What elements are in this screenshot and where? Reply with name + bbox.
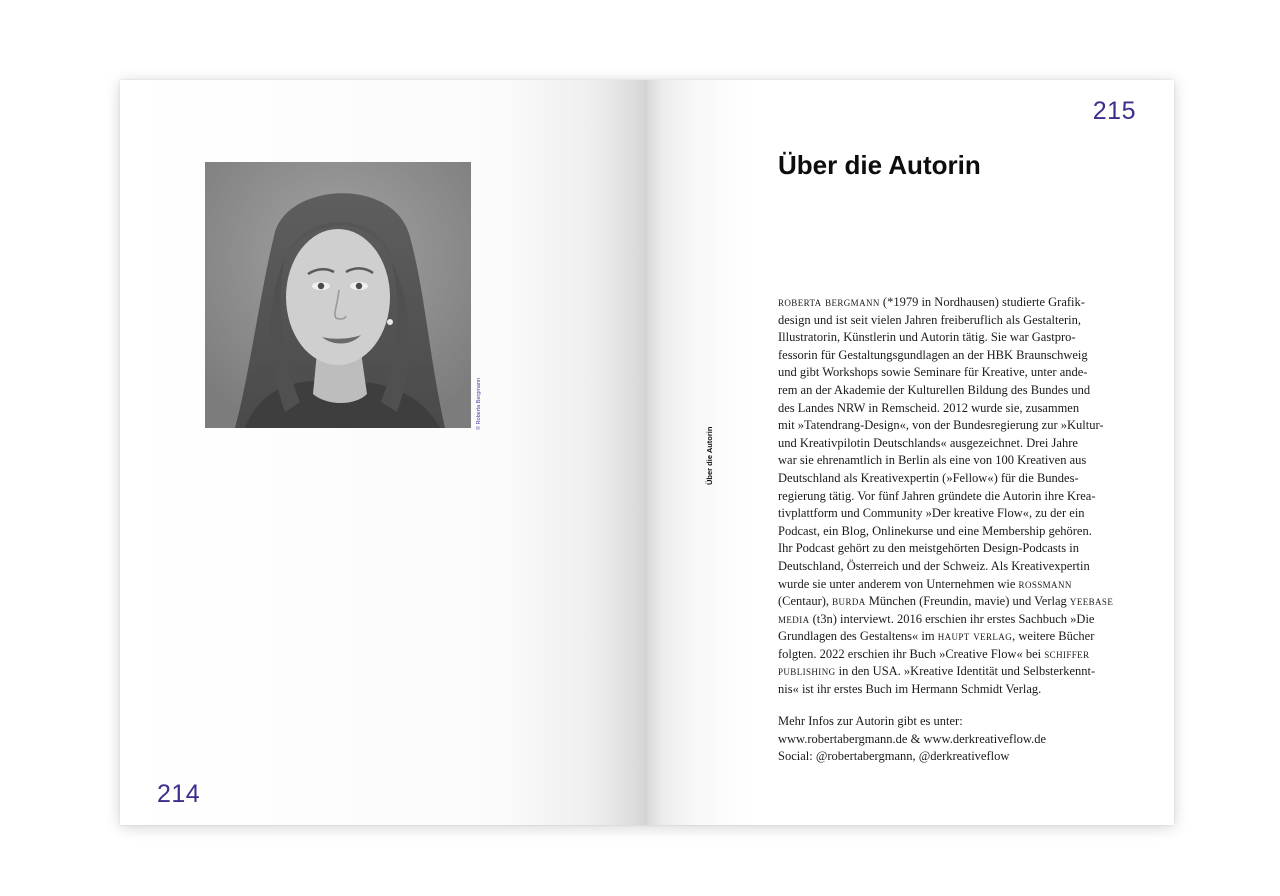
bio-line <box>778 417 1143 435</box>
author-bio <box>778 294 1143 699</box>
bio-text: rem an der Akademie der Kulturellen Bildung des Bundes und <box>778 382 1091 397</box>
bio-text: (*1979 in Nordhausen) studierte Grafik- <box>879 295 1085 309</box>
bio-line <box>778 540 1143 558</box>
bio-line <box>778 663 1143 681</box>
bio-line <box>778 523 1143 541</box>
running-head: Über die Autorin <box>705 426 714 485</box>
bio-text: mit »Tatendrang-Design«, von der Bundesregierung zur »Kultur- <box>778 418 1104 433</box>
bio-text: München (Freundin, mavie) und Verlag <box>865 594 1070 609</box>
bio-line <box>778 681 1143 699</box>
more-info-social: Social: @robertabergmann, @derkreativeflow <box>778 749 1010 764</box>
bio-smallcaps-text: publishing <box>778 664 836 679</box>
bio-line <box>778 470 1143 488</box>
bio-text: regierung tätig. Vor fünf Jahren gründete die Autorin ihre Krea- <box>778 488 1096 503</box>
bio-line <box>778 558 1143 576</box>
bio-line <box>778 382 1143 400</box>
bio-text: folgten. 2022 erschien ihr Buch »Creative Flow« bei <box>778 646 1045 661</box>
page-number-left: 214 <box>157 780 201 808</box>
more-info-websites: www.robertabergmann.de & www.derkreativeflow.de <box>778 731 1047 746</box>
bio-line <box>778 329 1143 347</box>
bio-text: (t3n) interviewt. 2016 erschien ihr erstes Sachbuch »Die <box>809 611 1095 626</box>
bio-line <box>778 505 1143 523</box>
bio-smallcaps-text: haupt verlag <box>937 629 1013 644</box>
bio-smallcaps-text: rossmann <box>1018 576 1072 591</box>
bio-text: , weitere Bücher <box>1012 629 1095 644</box>
bio-text: und Kreativpilotin Deutschlands« ausgezeichnet. Drei Jahre <box>778 435 1078 450</box>
bio-text: wurde sie unter anderem von Unternehmen wie <box>778 576 1019 591</box>
bio-smallcaps-text: yeebase <box>1069 594 1114 609</box>
bio-text: des Landes NRW in Remscheid. 2012 wurde sie, zusammen <box>778 400 1080 415</box>
bio-line <box>778 488 1143 506</box>
left-page <box>120 80 647 825</box>
bio-text: und gibt Workshops sowie Seminare für Kreative, unter ande- <box>778 365 1088 380</box>
bio-line <box>778 628 1143 646</box>
bio-text: Deutschland als Kreativexpertin (»Fellow«) für die Bundes- <box>778 470 1079 485</box>
bio-smallcaps-text: media <box>778 611 810 626</box>
bio-smallcaps-text: roberta bergmann <box>778 295 880 309</box>
bio-line <box>778 347 1143 365</box>
book-spread <box>120 80 1174 825</box>
bio-line <box>778 576 1143 594</box>
bio-smallcaps-text: burda <box>832 594 866 609</box>
bio-line <box>778 611 1143 629</box>
bio-text: in den USA. »Kreative Identität und Selbsterkennt- <box>835 664 1096 679</box>
bio-text: Ihr Podcast gehört zu den meistgehörten Design-Podcasts in <box>778 541 1079 556</box>
bio-line <box>778 294 1143 312</box>
page-title: Über die Autorin <box>778 150 981 180</box>
page-number-right: 215 <box>1092 97 1136 125</box>
bio-line <box>778 646 1143 664</box>
bio-line <box>778 593 1143 611</box>
author-portrait-photo <box>205 162 471 428</box>
bio-smallcaps-text: schiffer <box>1044 646 1090 661</box>
bio-text: Grundlagen des Gestaltens« im <box>778 629 938 644</box>
bio-text: (Centaur), <box>778 594 833 609</box>
bio-line <box>778 312 1143 330</box>
more-info-intro: Mehr Infos zur Autorin gibt es unter: <box>778 714 963 728</box>
bio-line <box>778 364 1143 382</box>
portrait-illustration <box>205 162 471 428</box>
bio-line <box>778 435 1143 453</box>
bio-text: Podcast, ein Blog, Onlinekurse und eine Membership gehören. <box>778 523 1092 538</box>
bio-text: Illustratorin, Künstlerin und Autorin tätig. Sie war Gastpro- <box>778 330 1076 345</box>
more-info <box>778 713 1143 766</box>
bio-line <box>778 452 1143 470</box>
bio-text: Deutschland, Österreich und der Schweiz. Als Kreativexpertin <box>778 558 1090 573</box>
bio-line <box>778 400 1143 418</box>
bio-text: tivplattform und Community »Der kreative Flow«, zu der ein <box>778 506 1085 521</box>
bio-text: nis« ist ihr erstes Buch im Hermann Schmidt Verlag. <box>778 682 1042 697</box>
bio-text: fessorin für Gestaltungsgundlagen an der HBK Braunschweig <box>778 347 1088 362</box>
bio-text: war sie ehrenamtlich in Berlin als eine von 100 Kreativen aus <box>778 453 1087 468</box>
bio-text: design und ist seit vielen Jahren freiberuflich als Gestalterin, <box>778 312 1082 327</box>
photo-credit: © Roberta Bergmann <box>476 377 482 430</box>
